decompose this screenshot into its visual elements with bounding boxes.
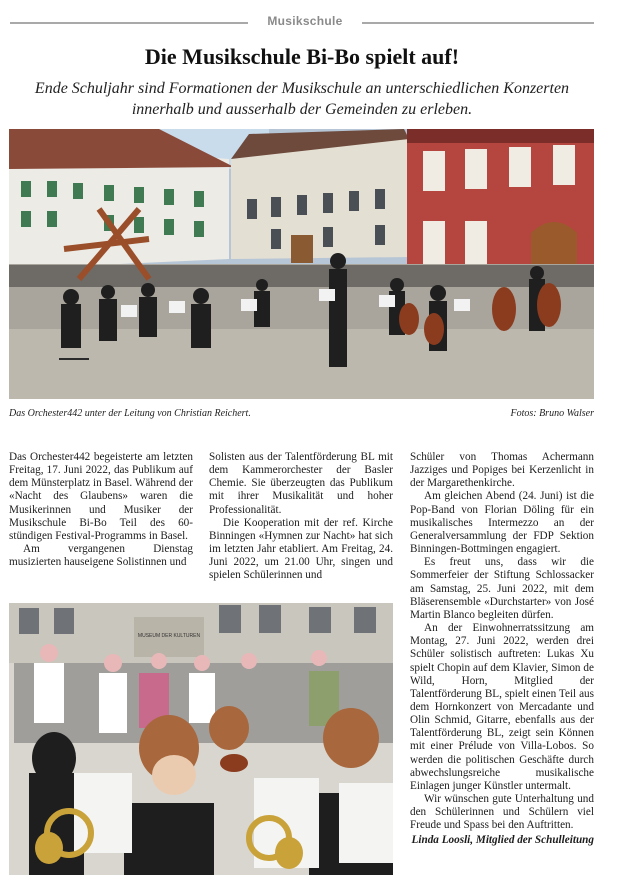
photo-caption: Das Orchester442 unter der Leitung von Christian Reichert. [9,408,251,419]
article-column-1 [9,451,193,569]
paragraph: Am gleichen Abend (24. Juni) ist die Pop-Band von Florian Döling für ein musikalisches Intermezzo an der Generalversammlung der FDP Sektion Binningen-Bottmingen engagiert. [410,490,594,556]
rubric-rule-right [362,22,594,24]
paragraph: Schüler von Thomas Achermann Jazziges und Popiges bei Kerzenlicht in der Margarethenkirche. [410,451,594,490]
article-column-2 [209,451,393,583]
paragraph: An der Einwohnerratssitzung am Montag, 27. Juni 2022, werden drei Schüler solistisch auftreten: Lukas Xu spielt Chopin auf dem Klavier, Simon de Wild, Horn, Mitglied der Talentförderung BL, spielt einen Teil aus dem Hornkonzert von Mercadante und Olin Schmid, Gitarre, ebenfalls aus der Talentförderung BL, zeigt sein Können mit einer Prélude von Villa-Lobos. So werden die politischen Geschäfte durch abwechslungsreiche musikalische Einlagen junger Künstler untermalt. [410,622,594,792]
lead-paragraph: Ende Schuljahr sind Formationen der Musikschule an unterschiedlichen Konzerten innerhalb und ausserhalb der Gemeinden zu erleben. [34,80,570,118]
paragraph: Es freut uns, dass wir die Sommerfeier der Stiftung Schlossacker am Samstag, 25. Juni 2022, mit dem Bläserensemble «Durchstarter» von José Martin Blanco begleiten dürfen. [410,556,594,621]
paragraph: Wir wünschen gute Unterhaltung und den Schülerinnen und Schülern viel Freude und Spass bei den Auftritten. [410,793,594,832]
orchestra-photo [9,129,594,399]
paragraph: Solisten aus der Talentförderung BL mit dem Kammerorchester der Basler Chemie. Sie überzeugten das Publikum mit ihrer Musikalität und hoher Professionalität. [209,451,393,516]
article-column-3 [410,451,594,847]
section-rubric [10,12,594,32]
headline: Die Musikschule Bi-Bo spielt auf! [144,44,460,69]
paragraph: Die Kooperation mit der ref. Kirche Binningen «Hymnen zur Nacht» hat sich im letzten Jahr etabliert. Am Freitag, 24. Juni 2022, um 21.00 Uhr, singen und spielen Schülerinnen und [209,516,393,582]
paragraph: Am vergangenen Dienstag musizierten hauseigene Solistinnen und [9,543,193,569]
photo-credit: Fotos: Bruno Walser [510,408,594,419]
young-musicians-photo [9,603,393,875]
museum-sign: MUSEUM DER KULTUREN [137,633,201,639]
author-signature: Linda Loosli, Mitglied der Schulleitung [411,833,594,846]
paragraph: Das Orchester442 begeisterte am letzten Freitag, 17. Juni 2022, das Publikum auf dem Münsterplatz in Basel. Während der «Nacht des Glaubens» waren die Musikerinnen und Musiker der Musikschule Bi-Bo Teil des 60-stündigen Festival-Programms in Basel. [9,451,193,542]
rubric-rule-left [10,22,248,24]
section-label: Musikschule [267,14,343,28]
